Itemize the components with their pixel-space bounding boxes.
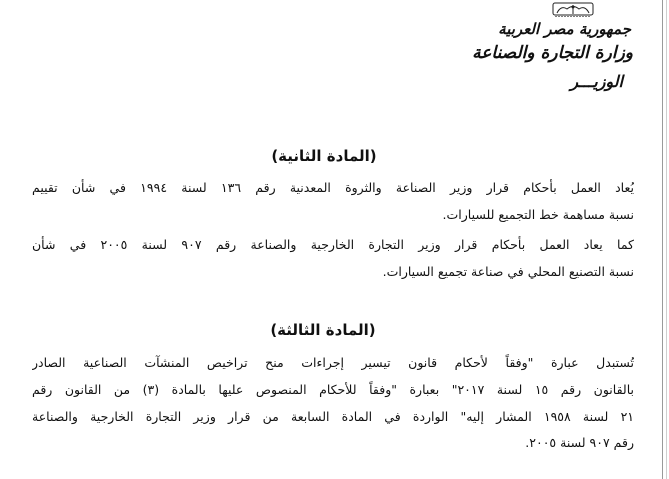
page-edge-shadow: [666, 0, 667, 479]
article-2-line-2: نسبة مساهمة خط التجميع للسيارات.: [442, 207, 634, 222]
article-3-line-4: رقم ٩٠٧ لسنة ٢٠٠٥.: [525, 435, 634, 450]
article-2-line-3: كما يعاد العمل بأحكام قرار وزير التجارة الخارجية والصناعة رقم ٩٠٧ لسنة ٢٠٠٥ في شأن: [32, 237, 634, 252]
article-2-line-1: يُعاد العمل بأحكام قرار وزير الصناعة والثروة المعدنية رقم ١٣٦ لسنة ١٩٩٤ في شأن تقييم: [32, 180, 634, 195]
letterhead-ministry: وزارة التجارة والصناعة: [472, 43, 633, 63]
article-2-line-4: نسبة التصنيع المحلي في صناعة تجميع السيارات.: [382, 264, 634, 279]
letterhead-minister: الوزيـــر: [570, 72, 623, 91]
article-3-line-1: تُستبدل عبارة "وفقاً لأحكام قانون تيسير إجراءات منح تراخيص المنشآت الصناعية الصادر: [32, 355, 634, 370]
article-3-line-2: بالقانون رقم ١٥ لسنة ٢٠١٧" بعبارة "وفقاً للأحكام المنصوص عليها بالمادة (٣) من القانون رقم: [32, 382, 634, 397]
page-edge: [662, 0, 663, 479]
article-3-heading: (المادة الثالثة): [270, 321, 376, 339]
article-3-line-3: ٢١ لسنة ١٩٥٨ المشار إليه" الواردة في المادة السابعة من قرار وزير التجارة الخارجية والصناعة: [32, 409, 634, 424]
letterhead-country: جمهورية مصر العربية: [498, 20, 631, 38]
article-2-heading: (المادة الثانية): [271, 147, 377, 165]
